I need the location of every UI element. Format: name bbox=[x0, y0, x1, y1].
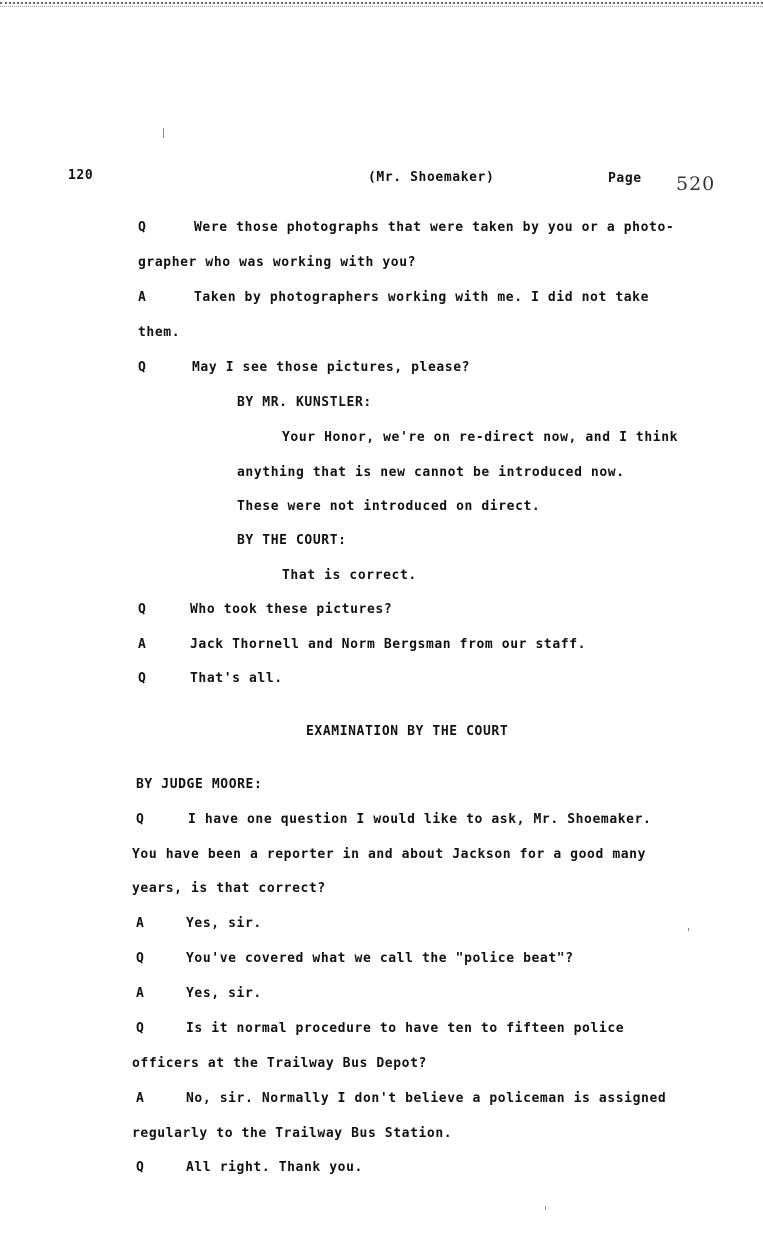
transcript-line: regularly to the Trailway Bus Station. bbox=[132, 1126, 453, 1141]
scan-speck bbox=[545, 1206, 546, 1210]
transcript-line: Who took these pictures? bbox=[190, 602, 393, 617]
transcript-line: Taken by photographers working with me. I did not take bbox=[194, 290, 650, 305]
transcript-line: officers at the Trailway Bus Depot? bbox=[132, 1056, 427, 1071]
transcript-line: Jack Thornell and Norm Bergsman from our staff. bbox=[190, 637, 587, 652]
speaker-attribution: BY MR. KUNSTLER: bbox=[237, 395, 372, 410]
line-marker-q: Q bbox=[136, 951, 145, 966]
transcript-line: years, is that correct? bbox=[132, 881, 326, 896]
handwritten-page-number: 520 bbox=[676, 173, 716, 195]
transcript-line: No, sir. Normally I don't believe a policeman is assigned bbox=[186, 1091, 667, 1106]
transcript-line: That's all. bbox=[190, 671, 283, 686]
line-marker-a: A bbox=[136, 916, 145, 931]
top-scan-border-inner bbox=[0, 6, 763, 7]
transcript-line: That is correct. bbox=[282, 568, 417, 583]
top-scan-border bbox=[0, 2, 763, 4]
line-marker-q: Q bbox=[136, 1021, 145, 1036]
transcript-line: All right. Thank you. bbox=[186, 1160, 363, 1175]
transcript-line: You have been a reporter in and about Jackson for a good many bbox=[132, 847, 647, 862]
speaker-attribution: BY THE COURT: bbox=[237, 533, 347, 548]
transcript-line: Your Honor, we're on re-direct now, and I think bbox=[282, 430, 679, 445]
transcript-line: them. bbox=[138, 325, 181, 340]
transcript-line: Yes, sir. bbox=[186, 916, 262, 931]
line-marker-q: Q bbox=[138, 360, 147, 375]
line-marker-a: A bbox=[136, 986, 145, 1001]
line-marker-q: Q bbox=[138, 220, 147, 235]
line-marker-a: A bbox=[138, 637, 147, 652]
line-marker-q: Q bbox=[138, 602, 147, 617]
scan-speck bbox=[163, 128, 164, 138]
page-number: 120 bbox=[68, 168, 94, 183]
speaker-heading: (Mr. Shoemaker) bbox=[368, 170, 495, 185]
page-label: Page bbox=[608, 171, 642, 186]
transcript-line: May I see those pictures, please? bbox=[192, 360, 471, 375]
transcript-line: Is it normal procedure to have ten to fifteen police bbox=[186, 1021, 625, 1036]
line-marker-a: A bbox=[138, 290, 147, 305]
transcript-line: grapher who was working with you? bbox=[138, 255, 417, 270]
line-marker-q: Q bbox=[136, 1160, 145, 1175]
line-marker-a: A bbox=[136, 1091, 145, 1106]
line-marker-q: Q bbox=[136, 812, 145, 827]
transcript-line: I have one question I would like to ask, Mr. Shoemaker. bbox=[188, 812, 652, 827]
line-marker-q: Q bbox=[138, 671, 147, 686]
speaker-attribution: BY JUDGE MOORE: bbox=[136, 777, 263, 792]
transcript-line: Yes, sir. bbox=[186, 986, 262, 1001]
transcript-line: These were not introduced on direct. bbox=[237, 499, 541, 514]
transcript-line: anything that is new cannot be introduced now. bbox=[237, 465, 625, 480]
transcript-line: Were those photographs that were taken by you or a photo- bbox=[194, 220, 675, 235]
transcript-line: You've covered what we call the "police beat"? bbox=[186, 951, 574, 966]
section-heading: EXAMINATION BY THE COURT bbox=[306, 724, 509, 739]
scan-speck bbox=[688, 928, 689, 931]
